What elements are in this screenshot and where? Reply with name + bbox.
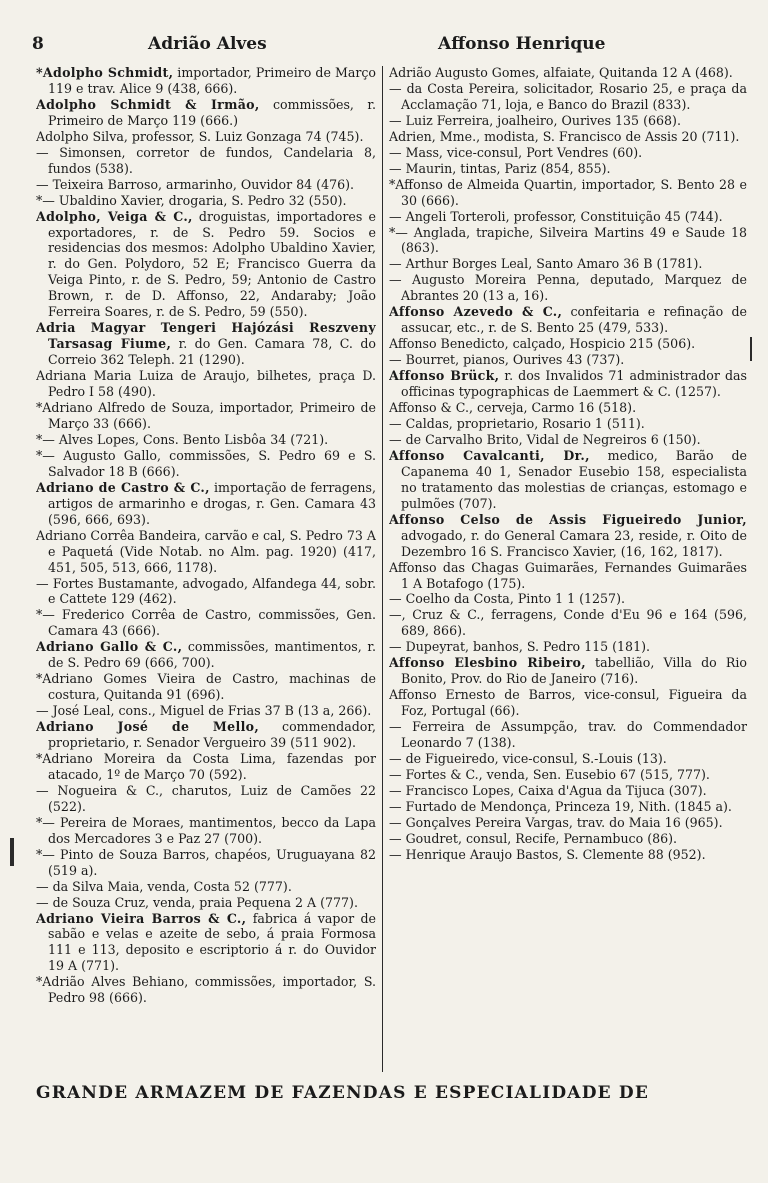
entry-text: *— Pereira de Moraes, mantimentos, becco da Lapa dos Mercadores 3 e Paz 27 (700). (36, 814, 376, 846)
directory-entry (389, 655, 747, 687)
running-head-left: Adrião Alves (148, 34, 267, 54)
entry-text: — da Costa Pereira, solicitador, Rosario 25, e praça da Acclamação 71, loja, e Banco do Brazil (833). (389, 80, 747, 112)
left-column (36, 65, 376, 1075)
entry-text: advogado, r. do General Camara 23, reside, r. Oito de Dezembro 16 S. Francisco Xavier, (16, 162, 1817). (401, 527, 747, 559)
directory-entry (36, 528, 376, 576)
directory-entry (389, 432, 747, 448)
entry-text: commendador, proprietario, r. Senador Vergueiro 39 (511 902). (48, 719, 376, 751)
directory-entry (389, 767, 747, 783)
directory-entry (389, 161, 747, 177)
entry-text: — Gonçalves Pereira Vargas, trav. do Maia 16 (965). (389, 814, 723, 830)
directory-entry (36, 145, 376, 177)
entry-text: — Bourret, pianos, Ourives 43 (737). (389, 352, 625, 368)
directory-entry (389, 129, 747, 145)
entry-text: commissões, r. Primeiro de Março 119 (666.) (48, 96, 376, 128)
entry-text: — Mass, vice-consul, Port Vendres (60). (389, 144, 643, 160)
directory-entry (36, 177, 376, 193)
entry-text: — Francisco Lopes, Caixa d'Agua da Tijuca (307). (389, 782, 707, 798)
entry-text: *Affonso de Almeida Quartin, importador, S. Bento 28 e 30 (666). (389, 176, 747, 208)
entry-text: r. dos Invalidos 71 administrador das officinas typographicas de Laemmert & C. (1257). (401, 368, 747, 400)
entry-text: r. do Gen. Camara 78, C. do Correio 362 Teleph. 21 (1290). (48, 336, 376, 368)
directory-entry (36, 911, 376, 975)
directory-entry (36, 895, 376, 911)
entry-text: — Simonsen, corretor de fundos, Candelaria 8, fundos (538). (36, 144, 376, 176)
directory-entry (389, 719, 747, 751)
directory-entry (36, 576, 376, 608)
entry-text: *Adriano Moreira da Costa Lima, fazendas por atacado, 1º de Março 70 (592). (36, 750, 376, 782)
directory-entry (389, 177, 747, 209)
entry-name: Adriano de Castro & C., (36, 479, 210, 495)
entry-name: Affonso Celso de Assis Figueiredo Junior, (389, 511, 747, 527)
directory-entry (36, 639, 376, 671)
directory-entry (389, 209, 747, 225)
entry-text: *— Anglada, trapiche, Silveira Martins 49 e Saude 18 (863). (389, 224, 747, 256)
entry-text: — Furtado de Mendonça, Princeza 19, Nith. (1845 a). (389, 798, 732, 814)
directory-entry (389, 65, 747, 81)
entry-text: commissões, mantimentos, r. de S. Pedro 69 (666, 700). (48, 639, 376, 671)
directory-entry (36, 815, 376, 847)
entry-text: Adrien, Mme., modista, S. Francisco de Assis 20 (711). (389, 128, 740, 144)
directory-entry (389, 560, 747, 592)
running-head (30, 34, 746, 62)
entry-text: — Coelho da Costa, Pinto 1 1 (1257). (389, 591, 625, 607)
directory-entry (36, 974, 376, 1006)
entry-text: Affonso & C., cerveja, Carmo 16 (518). (389, 400, 637, 416)
entry-name: Adolpho, Veiga & C., (36, 208, 193, 224)
entry-text: —, Cruz & C., ferragens, Conde d'Eu 96 e 164 (596, 689, 866). (389, 607, 747, 639)
directory-entry (36, 719, 376, 751)
entry-text: — Maurin, tintas, Pariz (854, 855). (389, 160, 611, 176)
entry-name: Adriano Vieira Barros & C., (36, 910, 247, 926)
directory-entry (36, 480, 376, 528)
entry-text: *— Frederico Corrêa de Castro, commissões, Gen. Camara 43 (666). (36, 607, 376, 639)
directory-entry (36, 65, 376, 97)
entry-text: Adrião Augusto Gomes, alfaiate, Quitanda 12 A (468). (389, 65, 733, 80)
directory-entry (389, 256, 747, 272)
column-divider (382, 66, 383, 1072)
entry-text: — da Silva Maia, venda, Costa 52 (777). (36, 878, 292, 894)
entry-text: medico, Barão de Capanema 40 1, Senador Eusebio 158, especialista no tratamento das molestias de crianças, estomago e pulmões (707). (401, 447, 747, 511)
right-column (389, 65, 747, 1075)
directory-entry (389, 145, 747, 161)
directory-entry (389, 783, 747, 799)
entry-text: droguistas, importadores e exportadores, r. de S. Pedro 59. Socios e residencias dos mesmos: Adolpho Ubaldino Xavier, r. do Gen. Polydoro, 52 E; Francisco Guerra da Veiga Pinto, r. de S. Pedro, 59; Antonio de Castro Brown, r. de D. Affonso, 22, Andaraby; João Ferreira Soares, r. de S. Pedro, 59 (550). (48, 208, 376, 320)
entry-text: — de Souza Cruz, venda, praia Pequena 2 A (777). (36, 894, 358, 910)
entry-text: tabellião, Villa do Rio Bonito, Prov. do Rio de Janeiro (716). (401, 655, 747, 687)
entry-text: *Adrião Alves Behiano, commissões, importador, S. Pedro 98 (666). (36, 974, 376, 1006)
directory-entry (389, 687, 747, 719)
directory-entry (36, 703, 376, 719)
directory-entry (389, 751, 747, 767)
entry-text: Adriano Corrêa Bandeira, carvão e cal, S. Pedro 73 A e Paquetá (Vide Notab. no Alm. pag. 1920) (417, 451, 505, 513, 666, 1178). (36, 527, 376, 575)
directory-entry (36, 368, 376, 400)
directory-entry (389, 113, 747, 129)
entry-text: — Goudret, consul, Recife, Pernambuco (86). (389, 830, 678, 846)
entry-text: — Arthur Borges Leal, Santo Amaro 36 B (1781). (389, 256, 703, 272)
directory-entry (389, 304, 747, 336)
directory-entry (36, 671, 376, 703)
directory-entry (389, 81, 747, 113)
directory-entry (36, 97, 376, 129)
directory-entry (389, 607, 747, 639)
entry-text: Affonso Benedicto, calçado, Hospicio 215 (506). (389, 336, 696, 352)
entry-text: — Augusto Moreira Penna, deputado, Marquez de Abrantes 20 (13 a, 16). (389, 272, 747, 304)
entry-text: *Adriano Alfredo de Souza, importador, Primeiro de Março 33 (666). (36, 400, 376, 431)
directory-entry (36, 400, 376, 432)
entry-text: *— Ubaldino Xavier, drogaria, S. Pedro 32 (550). (36, 192, 347, 208)
entry-text: — de Figueiredo, vice-consul, S.-Louis (13). (389, 750, 667, 766)
directory-entry (36, 193, 376, 209)
entry-text: — Caldas, proprietario, Rosario 1 (511). (389, 415, 645, 431)
entry-name: Adolpho Schmidt & Irmão, (36, 96, 260, 112)
directory-entry (36, 320, 376, 368)
directory-entry (36, 847, 376, 879)
entry-text: — Luiz Ferreira, joalheiro, Ourives 135 (668). (389, 112, 681, 128)
page-number: 8 (32, 34, 44, 54)
directory-entry (36, 751, 376, 783)
entry-text: Affonso Ernesto de Barros, vice-consul, Figueira da Foz, Portugal (66). (389, 687, 747, 719)
directory-entry (389, 831, 747, 847)
entry-text: importação de ferragens, artigos de armarinho e drogas, r. Gen. Camara 43 (596, 666, 693). (48, 479, 376, 527)
entry-text: confeitaria e refinação de assucar, etc., r. de S. Bento 25 (479, 533). (401, 304, 747, 336)
directory-entry (389, 352, 747, 368)
entry-text: — Dupeyrat, banhos, S. Pedro 115 (181). (389, 639, 650, 655)
directory-entry (36, 879, 376, 895)
directory-entry (36, 448, 376, 480)
directory-entry (389, 639, 747, 655)
entry-text: Adriana Maria Luiza de Araujo, bilhetes, praça D. Pedro I 58 (490). (36, 368, 376, 400)
entry-text: importador, Primeiro de Março 119 e trav. Alice 9 (438, 666). (48, 65, 376, 96)
directory-entry (389, 512, 747, 560)
directory-entry (389, 272, 747, 304)
directory-entry (389, 448, 747, 512)
entry-name: Adriano Gallo & C., (36, 639, 183, 655)
entry-text: Affonso das Chagas Guimarães, Fernandes Guimarães 1 A Botafogo (175). (389, 559, 747, 591)
entry-text: — José Leal, cons., Miguel de Frias 37 B (13 a, 266). (36, 703, 372, 719)
entry-name: Affonso Cavalcanti, Dr., (389, 447, 590, 463)
directory-entry (389, 591, 747, 607)
footer-advertisement: GRANDE ARMAZEM DE FAZENDAS E ESPECIALIDADE DE (36, 1083, 650, 1103)
directory-entry (36, 209, 376, 321)
directory-entry (36, 607, 376, 639)
directory-entry (389, 799, 747, 815)
ink-speck (10, 838, 14, 866)
directory-entry (389, 815, 747, 831)
entry-text: *Adriano Gomes Vieira de Castro, machinas de costura, Quitanda 91 (696). (36, 671, 376, 703)
entry-text: — de Carvalho Brito, Vidal de Negreiros 6 (150). (389, 431, 701, 447)
entry-text: — Nogueira & C., charutos, Luiz de Camões 22 (522). (36, 782, 376, 814)
directory-entry (389, 225, 747, 257)
entry-name: Affonso Azevedo & C., (389, 304, 563, 320)
entry-text: *— Pinto de Souza Barros, chapéos, Uruguayana 82 (519 a). (36, 846, 376, 878)
entry-name: Affonso Brück, (389, 368, 500, 384)
entry-name: Adria Magyar Tengeri Hajózási Reszveny Tarsasag Fiume, (36, 320, 376, 352)
entry-text: *— Augusto Gallo, commissões, S. Pedro 69 e S. Salvador 18 B (666). (36, 447, 376, 479)
entry-text: — Fortes Bustamante, advogado, Alfandega 44, sobr. e Cattete 129 (462). (36, 575, 376, 607)
running-head-right: Affonso Henrique (438, 34, 606, 54)
entry-name: Adriano José de Mello, (36, 719, 260, 735)
directory-entry (36, 129, 376, 145)
ink-speck (750, 337, 752, 361)
directory-entry (36, 783, 376, 815)
directory-entry (389, 368, 747, 400)
entry-text: — Ferreira de Assumpção, trav. do Commendador Leonardo 7 (138). (389, 719, 747, 751)
directory-entry (389, 847, 747, 863)
entry-text: *— Alves Lopes, Cons. Bento Lisbôa 34 (721). (36, 431, 329, 447)
entry-name: *Adolpho Schmidt, (36, 65, 174, 80)
entry-name: Affonso Elesbino Ribeiro, (389, 655, 586, 671)
entry-text: Adolpho Silva, professor, S. Luiz Gonzaga 74 (745). (36, 128, 364, 144)
entry-text: — Angeli Torteroli, professor, Constituição 45 (744). (389, 208, 723, 224)
entry-text: — Fortes & C., venda, Sen. Eusebio 67 (515, 777). (389, 766, 710, 782)
directory-entry (389, 400, 747, 416)
directory-entry (389, 336, 747, 352)
directory-entry (389, 416, 747, 432)
directory-entry (36, 432, 376, 448)
entry-text: fabrica á vapor de sabão e velas e azeite de sebo, á praia Formosa 111 e 113, deposito e escriptorio á r. do Ouvidor 19 A (771). (48, 910, 376, 974)
entry-text: — Henrique Araujo Bastos, S. Clemente 88 (952). (389, 846, 706, 862)
entry-text: — Teixeira Barroso, armarinho, Ouvidor 84 (476). (36, 176, 355, 192)
